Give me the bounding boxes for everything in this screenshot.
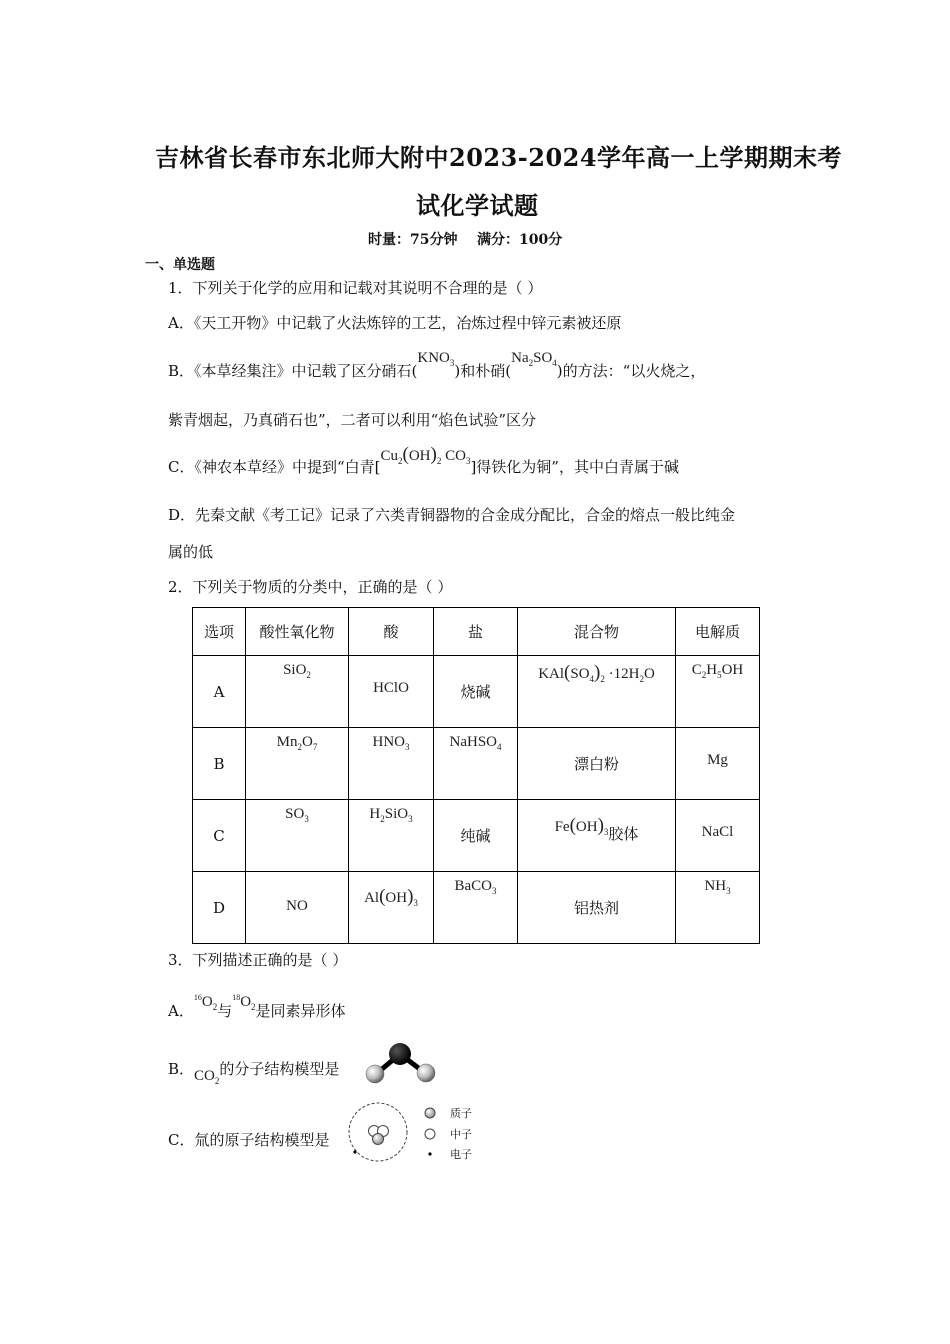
formula-18o2: $^{18}O_2$ bbox=[232, 993, 256, 1012]
q1-option-b-line2: 紫青烟起，乃真硝石也”，二者可以利用“焰色试验”区分 bbox=[168, 411, 537, 429]
q3-b-label: B． bbox=[168, 1060, 195, 1078]
table-row bbox=[193, 656, 760, 728]
row-d-option: D bbox=[193, 872, 246, 944]
q1-option-a: A．《天工开物》中记载了火法炼锌的工艺，冶炼过程中锌元素被还原 bbox=[168, 314, 622, 332]
header-mixture: 混合物 bbox=[518, 608, 676, 656]
legend-neutron: 中子 bbox=[450, 1128, 472, 1141]
formula-h2sio3: $H_2SiO_3$ bbox=[369, 805, 413, 824]
formula-sio2: SiO$_2$ bbox=[283, 661, 311, 680]
formula-no: NO bbox=[286, 898, 308, 914]
formula-cu2oh2co3: $Cu_2(OH)_2$ $CO_3$ bbox=[380, 444, 471, 466]
row-c-electrolyte bbox=[676, 800, 760, 872]
q2-stem: 2．下列关于物质的分类中，正确的是（ ） bbox=[168, 578, 453, 596]
row-c-salt: 纯碱 bbox=[434, 800, 518, 872]
exam-meta: 时量：75分钟 满分：100分 bbox=[368, 232, 563, 248]
q3-a-label: A． bbox=[168, 1002, 194, 1020]
row-b-acid bbox=[349, 728, 434, 800]
formula-mg: Mg bbox=[707, 752, 728, 768]
table-row bbox=[193, 800, 760, 872]
formula-aloh3: $Al(OH)_3$ bbox=[364, 885, 418, 908]
formula-baco3: BaCO$_3$ bbox=[454, 877, 497, 896]
row-b-salt bbox=[434, 728, 518, 800]
q1-c-text-pre: C．《神农本草经》中提到“白青[ bbox=[168, 458, 381, 476]
legend-electron: 电子 bbox=[450, 1148, 472, 1161]
q3-a-mid: 与 bbox=[217, 1002, 233, 1020]
q3-stem: 3．下列描述正确的是（ ） bbox=[168, 951, 348, 969]
q3-b-text: 的分子结构模型是 bbox=[219, 1060, 340, 1078]
proton-legend-icon bbox=[423, 1106, 437, 1120]
row-a-option: A bbox=[193, 656, 246, 728]
row-c-mixture bbox=[518, 800, 676, 872]
formula-16o2: $^{16}O_2$ bbox=[193, 993, 218, 1012]
row-a-acidic-oxide bbox=[246, 656, 349, 728]
formula-alum: $KAl(SO_4)_2 \cdot 12H_2O$ bbox=[538, 661, 655, 684]
header-acid: 酸 bbox=[349, 608, 434, 656]
formula-hclo: HClO bbox=[373, 680, 409, 696]
row-d-acid bbox=[349, 872, 434, 944]
section-title: 一、单选题 bbox=[145, 257, 215, 273]
formula-co2: $CO_2$ bbox=[194, 1068, 220, 1086]
formula-c2h5oh: $C_2H_5OH$ bbox=[691, 661, 744, 680]
q3-option-a bbox=[168, 993, 346, 1027]
header-acidic-oxide: 酸性氧化物 bbox=[246, 608, 349, 656]
row-c-mixture-suffix: 胶体 bbox=[608, 824, 639, 843]
q1-stem: 1．下列关于化学的应用和记载对其说明不合理的是（ ） bbox=[168, 279, 543, 297]
q3-option-c: C．氚的原子结构模型是 bbox=[168, 1131, 330, 1149]
classification-table bbox=[192, 607, 760, 944]
table-row bbox=[193, 728, 760, 800]
formula-mn2o7: $Mn_2O_7$ bbox=[276, 733, 318, 752]
row-b-mixture: 漂白粉 bbox=[518, 728, 676, 800]
row-b-acidic-oxide bbox=[246, 728, 349, 800]
row-a-acid bbox=[349, 656, 434, 728]
q1-option-d: D．先秦文献《考工记》记录了六类青铜器物的合金成分配比，合金的熔点一般比纯金 bbox=[168, 506, 736, 524]
page-title-line2: 试化学试题 bbox=[416, 191, 539, 220]
row-b-option: B bbox=[193, 728, 246, 800]
q1-b-text-post: )的方法：“以火烧之， bbox=[556, 362, 706, 380]
row-d-salt bbox=[434, 872, 518, 944]
bent-molecule-model bbox=[362, 1042, 440, 1086]
legend-proton: 质子 bbox=[450, 1107, 472, 1120]
table-row bbox=[193, 872, 760, 944]
row-a-electrolyte bbox=[676, 656, 760, 728]
tritium-atom-model bbox=[345, 1100, 410, 1165]
row-a-mixture bbox=[518, 656, 676, 728]
q1-b-text-mid: )和朴硝( bbox=[454, 362, 512, 380]
q1-option-b bbox=[168, 350, 706, 387]
q1-b-text-pre: B．《本草经集注》中记载了区分硝石( bbox=[168, 362, 418, 380]
row-d-electrolyte bbox=[676, 872, 760, 944]
page-title-line1: 吉林省长春市东北师大附中2023-2024学年高一上学期期末考 bbox=[155, 143, 843, 172]
q1-option-d-line2: 属的低 bbox=[168, 543, 214, 561]
row-c-acidic-oxide bbox=[246, 800, 349, 872]
row-a-salt: 烧碱 bbox=[434, 656, 518, 728]
formula-hno3: $HNO_3$ bbox=[372, 733, 410, 752]
formula-nacl: NaCl bbox=[701, 824, 734, 840]
q3-option-b bbox=[168, 1059, 339, 1085]
row-d-acidic-oxide bbox=[246, 872, 349, 944]
header-option: 选项 bbox=[193, 608, 246, 656]
q1-c-text-post: ]得铁化为铜”，其中白青属于碱 bbox=[470, 458, 679, 476]
formula-so3: $SO_3$ bbox=[285, 805, 309, 824]
electron-legend-icon bbox=[423, 1147, 437, 1161]
row-c-mixture-content bbox=[518, 814, 675, 845]
q1-option-c bbox=[168, 444, 679, 483]
formula-kno3: $KNO_3$ bbox=[417, 350, 455, 368]
q3-a-post: 是同素异形体 bbox=[255, 1002, 346, 1020]
formula-nahso4: NaHSO$_4$ bbox=[449, 733, 502, 752]
row-c-option: C bbox=[193, 800, 246, 872]
formula-feoh3: $Fe(OH)_3$ bbox=[554, 814, 609, 837]
row-d-mixture: 铝热剂 bbox=[518, 872, 676, 944]
formula-na2so4: $Na_2SO_4$ bbox=[511, 350, 557, 368]
table-header-row bbox=[193, 608, 760, 656]
neutron-legend-icon bbox=[423, 1127, 437, 1141]
header-salt: 盐 bbox=[434, 608, 518, 656]
row-b-electrolyte bbox=[676, 728, 760, 800]
formula-nh3: $NH_3$ bbox=[704, 877, 731, 896]
header-electrolyte: 电解质 bbox=[676, 608, 760, 656]
row-c-acid bbox=[349, 800, 434, 872]
